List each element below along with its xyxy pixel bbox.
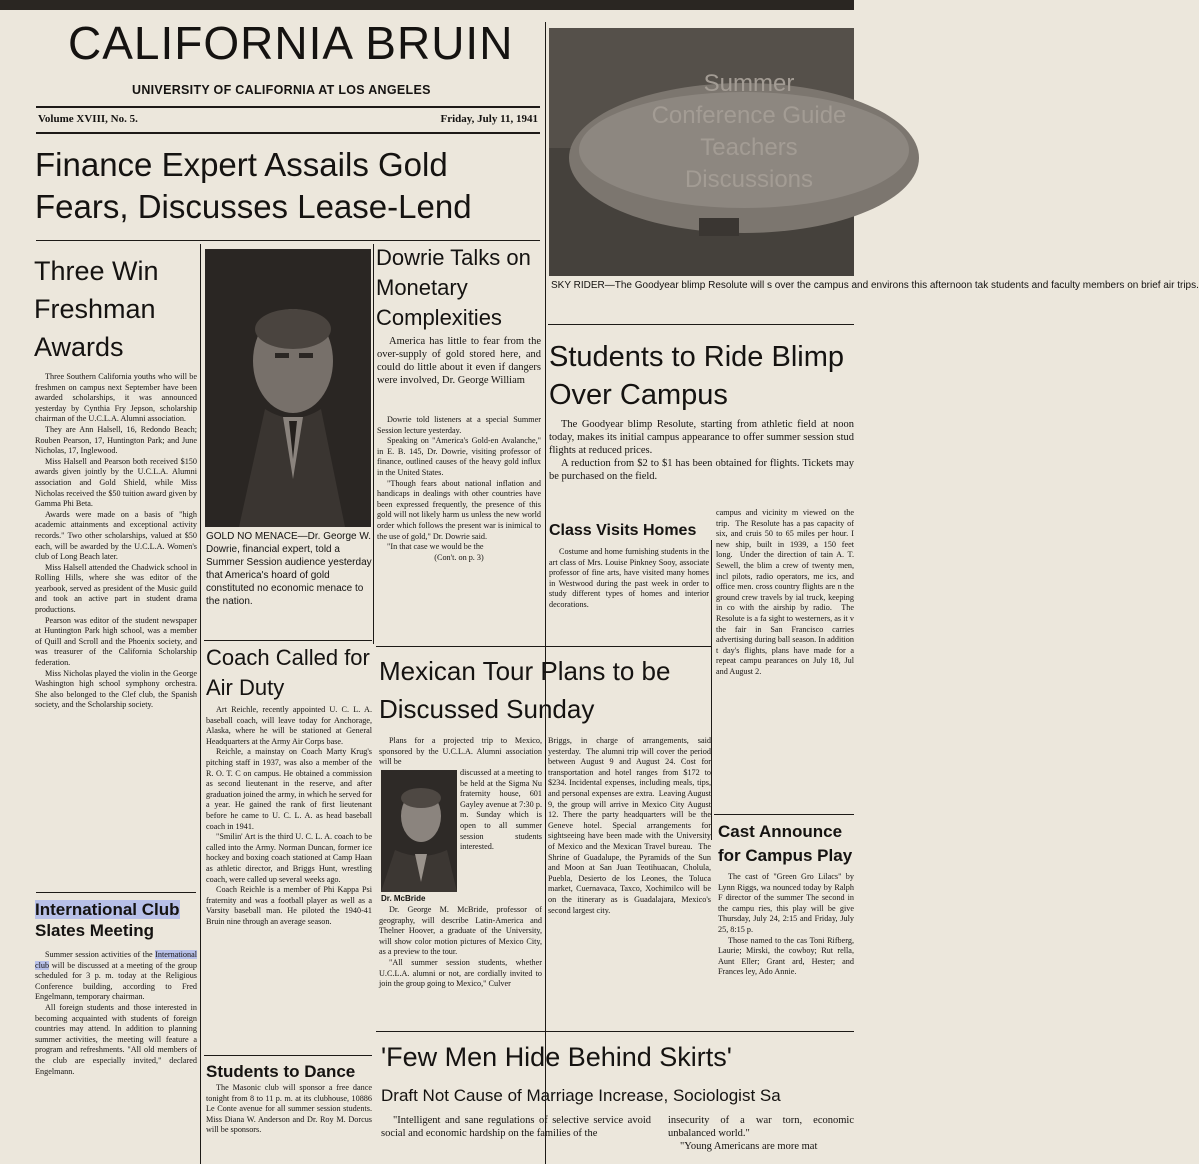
article-paragraph: Those named to the cas Toni Rifberg, Laurie; Mirski, the cowboy; Rut rella, Aunt Eller; Grant ard, Hester; and Frances ley, Ado Annie. [718,935,854,977]
article-rule [548,324,854,325]
article-paragraph: All foreign students and those interested in becoming acquainted with students of foreign countries may attend. In addition to planning summer activities, the meeting will feature a program and refreshments. "All old members of the club are especially invited," declared Engelmann. [35,1002,197,1076]
highlighted-text: International club [35,950,198,970]
intl-headline [35,899,197,941]
highlighted-text: International Club [35,900,180,919]
newspaper-title: CALIFORNIA BRUIN [68,17,514,69]
lead-rule [36,240,540,241]
portrait-illustration [381,770,457,892]
column-divider [373,244,374,644]
issue-date: Friday, July 11, 1941 [440,113,538,125]
blimp-headline: Students to Ride Blimp Over Campus [549,341,844,411]
article-paragraph: Miss Halsell attended the Chadwick school in Rolling Hills, where she was editor of the yearbook, served as president of the Music guild and took an active part in student drama productions. [35,562,197,615]
cast-headline: Cast Announce for Campus Play [718,822,853,865]
article-paragraph: discussed at a meeting to be held at the Sigma Nu fraternity house, 601 Gayley avenue at 7:30 p. m. Sunday which is open to all summer session students interested. [460,768,542,852]
article-paragraph: Coach Reichle is a member of Phi Kappa Psi fraternity and was a football player as well as a Varsity baseball man. He piloted the 1940-41 Bruin nine through an average season. [206,885,372,926]
intl-headline-rest: Slates Meeting [35,921,155,940]
article-paragraph: Three Southern California youths who will be freshmen on campus next September have been awarded scholarships, it was announced yesterday by Cynthia Fry Jepson, scholarship chairman of the U.C.L.A. Alumni association. [35,372,197,424]
article-paragraph [35,950,197,1003]
blimp-photo [549,28,854,276]
masthead-rule [36,106,540,108]
dowrie-article [377,415,541,637]
newspaper-subtitle: UNIVERSITY OF CALIFORNIA AT LOS ANGELES [132,83,431,97]
article-paragraph: "All summer session students, whether U.C.L.A. alumni or not, are cordially invited to join the group going to Mexico," Culver [379,957,542,989]
continued-note: (Con't. on p. 3) [434,552,484,562]
article-paragraph: "Young Americans are more mat [680,1141,818,1152]
article-paragraph: They are Ann Halsell, 16, Redondo Beach; Rouben Pearson, 17, Huntington Park; and June Nicholas, 17, Inglewood. [35,424,197,456]
article-rule [204,1055,372,1056]
article-paragraph: Briggs, in charge of arrangements, said yesterday. The alumni trip will cover the period between August 9 and August 24. Cost for transportation and hotel ranges from $172 to $234. Incidental expenses, including meals, tips, and personal expenses are extra. Leaving August 9, the group will arrive in Mexico City August 12. There the party headquarters will be the Geneve hotel. Special arrangements for sightseeing have been made with the University of Mexico and the Mexican Travel bureau. The Shrine of Guadalupe, the Pyramids of the Sun and Moon at San Juan Teotihuacan, Cholula, Puebla, Desierto de los Leones, the Toluca market, Cuernavaca, Taxco, Xochimilco will be on the itinerary as is Guadalajara, Mexico's second largest city. [548,736,711,915]
article-text: will be discussed at a meeting of the group scheduled for 3 p. m. today at the Religious Conference building, according to Fred Engelmann, temporary chairman. [35,960,197,1002]
class-article [549,547,709,641]
skirts-headline: 'Few Men Hide Behind Skirts' [381,1042,732,1072]
cast-article [718,872,854,1028]
mexico-article-col1 [379,905,542,1027]
article-paragraph: Miss Nicholas played the violin in the George Washington high school symphony orchestra. She also belonged to the Clef club, the Spanish society, and the Scholarship society. [35,668,197,710]
class-headline: Class Visits Homes [549,522,697,539]
freshman-headline: Three Win Freshman Awards [34,256,159,362]
article-paragraph: Dowrie told listeners at a special Summer Session lecture yesterday. [377,415,541,435]
article-paragraph: Costume and home furnishing students in the art class of Mrs. Louise Pinkney Sooy, associate professor of fine arts, have visited many homes in Westwood during the past week in order to study different types of homes and interior decorations. [549,547,709,609]
article-paragraph: America has little to fear from the over-supply of gold stored here, and could do little about it even if dangers were involved, Dr. George William [377,336,541,386]
column-divider [545,22,546,1164]
mcbride-photo [381,770,457,892]
lead-headline: Finance Expert Assails Gold Fears, Discusses Lease-Lend [35,146,472,225]
blimp-sign-text: Summer Conference Guide Teachers Discussions [651,70,847,193]
article-paragraph: Pearson was editor of the student newspaper at Huntington Park high school, was a member of Quill and Scroll and the Phoenix society, and was treasurer of the California Scholarship federation. [35,615,197,668]
skirts-subhead: Draft Not Cause of Marriage Increase, Sociologist Sa [381,1086,781,1105]
blimp-photo-caption: SKY RIDER—The Goodyear blimp Resolute will s over the campus and environs this afternoon tak students and faculty members on brief air trips. [551,280,1199,291]
dance-headline: Students to Dance [206,1062,356,1081]
article-paragraph: "Though fears about national inflation and handicaps in dealings with other countries have been expressed frequently, the presence of this gold will not likely harm us unless the new world order which follows the present war is inimical to the use of gold," Dr. Dowrie said. [377,478,541,541]
article-paragraph: A reduction from $2 to $1 has been obtained for flights. Tickets may be purchased on the field. [549,458,854,482]
mexico-intro [379,736,542,767]
article-paragraph: Reichle, a mainstay on Coach Marty Krug's pitching staff in 1937, was also a member of the R. O. T. C on campus. He obtained a commission as second lieutenant in the reserve, and after graduation joined the army, in which he served for a year. He gained the rank of first lieutenant before he came to U. C. L. A. as head baseball coach in 1941. [206,747,372,831]
mexico-side-text [460,768,542,904]
blimp-article-col2 [716,508,854,808]
dance-article [206,1083,372,1163]
dateline [38,113,538,125]
blimp-article [549,418,854,508]
skirts-article-col1 [381,1114,651,1164]
coach-headline: Coach Called for Air Duty [206,645,370,700]
article-rule [376,1031,854,1032]
freshman-article [35,372,197,888]
article-paragraph: Dr. George M. McBride, professor of geography, will describe Latin-America and Thelner Hoover, a graduate of the University, will show color motion pictures of Mexico City, as a preview to the tour. [379,905,542,957]
mexico-article-col2 [548,736,711,1028]
dowrie-photo [205,249,371,527]
article-rule [714,814,854,815]
intl-article [35,950,197,1162]
article-paragraph: The Masonic club will sponsor a free dance tonight from 8 to 11 p. m. at its clubhouse, 10886 Le Conte avenue for all summer session students. Miss Diana W. Anderson and Dr. Roy M. Dorcus will be sponsors. [206,1083,372,1135]
article-paragraph: "Smilin' Art is the third U. C. L. A. coach to be called into the Army. Norman Duncan, former ice hockey and boxing coach stationed at Camp Haan as athletic director, and Briggs Hunt, wrestling coach, were called up several weeks ago. [206,832,372,884]
skirts-article-col2 [668,1114,854,1164]
article-rule [36,892,196,893]
article-paragraph: "Intelligent and sane regulations of selective service avoid social and economic hardship on the families of the [381,1115,651,1139]
mexico-headline: Mexican Tour Plans to be Discussed Sunday [379,656,671,724]
dowrie-photo-caption: GOLD NO MENACE—Dr. George W. Dowrie, financial expert, told a Summer Session audience yesterday that America's hoard of gold constituted no economic menace to the nation. [206,531,372,607]
article-paragraph: "In that case we would be the [387,542,484,552]
article-rule [204,640,372,641]
article-paragraph: The cast of "Green Gro Lilacs" by Lynn Riggs, wa nounced today by Ralph F director of the summer The second in the campu ries, this play will be give Thursday, July 24, 2:15 and Friday, July 25, 8:15 p. [718,872,854,934]
coach-article [206,705,372,1051]
dowrie-lead [377,335,541,415]
article-paragraph: Miss Halsell and Pearson both received $150 awards given jointly by the U.C.L.A. Alumni association and Gold Shield, while Miss Nicholas received the $50 tuition award given by Gamma Phi Beta. [35,456,197,509]
article-paragraph: insecurity of a war torn, economic unbalanced world." [668,1115,854,1139]
article-paragraph: Art Reichle, recently appointed U. C. L. A. baseball coach, will leave today for Anchorage, Alaska, where he will be stationed at General Headquarters at the Army Air Corps base. [206,705,372,746]
column-divider [200,244,201,1164]
article-paragraph: The Goodyear blimp Resolute, starting from athletic field at noon today, makes its initial campus appearance to offer summer session stud flights at reduced prices. [549,419,854,456]
volume-number: Volume XVIII, No. 5. [38,113,138,125]
article-rule [376,646,712,647]
mcbride-photo-caption: Dr. McBride [381,894,426,903]
article-paragraph: campus and vicinity m viewed on the trip. The Resolute has a pas capacity of six, and cruis 50 to 65 miles per hour. I new ship, built in 1939, a 150 feet long. Under the direction of tain A. T. Sewell, the blim a crew of twenty men, incl pilots, radio operators, me ics, and office men. cross country flights are n the ground crew travels by ial truck, keeping in co with the airship by radio. The Resolute is a fa sight to westerners, as it v the fair in San Francisco carries advertising during ball season. In addition t day's flights, plans have made for a repeat campu pearances on July 18, Jul and August 2. [716,508,854,676]
article-paragraph: Speaking on "America's Gold-en Avalanche," in E. B. 145, Dr. Dowrie, visiting professor of finance, outlined causes of the heavy gold influx in the United States. [377,436,541,477]
dateline-rule [36,132,540,134]
page-top-edge [0,0,854,10]
dowrie-headline: Dowrie Talks on Monetary Complexities [376,245,531,330]
portrait-illustration [205,249,371,527]
article-text: Summer session activities of the [45,950,153,959]
article-paragraph: Awards were made on a basis of "high academic attainments and exceptional activity records." Two other scholarships, valued at $50 each, will be awarded by the U.C.L.A. Women's club of Long Beach later. [35,509,197,562]
article-paragraph: Plans for a projected trip to Mexico, sponsored by the U.C.L.A. Alumni association will be [379,736,542,767]
